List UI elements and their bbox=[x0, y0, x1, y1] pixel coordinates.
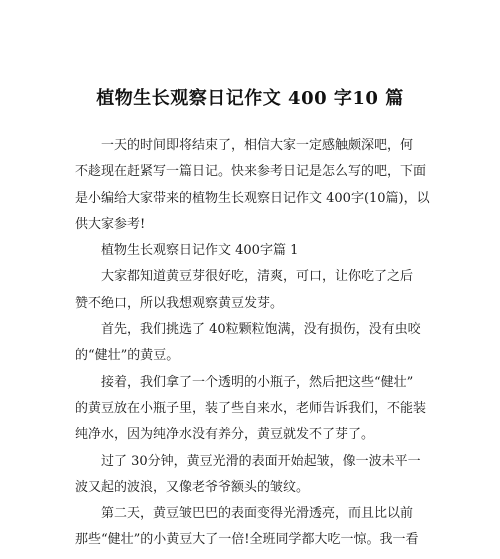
text-line: 是小编给大家带来的植物生长观察日记作文 400字(10篇)，以 bbox=[75, 190, 430, 206]
text-line: 的黄豆放在小瓶子里，装了些自来水，老师告诉我们，不能装 bbox=[75, 400, 427, 416]
text-line: 的“健壮”的黄豆。 bbox=[75, 348, 180, 364]
text-line: 纯净水，因为纯净水没有养分，黄豆就发不了芽了。 bbox=[75, 427, 375, 443]
document-body bbox=[75, 138, 437, 559]
text-line: 首先，我们挑选了 40粒颗粒饱满，没有损伤，没有虫咬 bbox=[75, 322, 421, 338]
text-line: 不趁现在赶紧写一篇日记。快来参考日记是怎么写的吧，下面 bbox=[75, 164, 427, 180]
text-line: 赞不绝口，所以我想观察黄豆发芽。 bbox=[75, 295, 284, 311]
text-line: 第二天，黄豆皱巴巴的表面变得光滑透亮，而且比以前 bbox=[75, 506, 414, 522]
document-title: 植物生长观察日记作文 400 字10 篇 bbox=[96, 88, 404, 109]
text-line: 一天的时间即将结束了，相信大家一定感触颇深吧，何 bbox=[75, 138, 414, 153]
text-line: 波又起的波浪，又像老爷爷额头的皱纹。 bbox=[75, 479, 310, 495]
text-line: 过了 30分钟，黄豆光滑的表面开始起皱，像一波未平一 bbox=[75, 453, 421, 469]
section-heading: 植物生长观察日记作文 400字篇 1 bbox=[75, 243, 299, 259]
text-line: 大家都知道黄豆芽很好吃，清爽，可口，让你吃了之后 bbox=[75, 269, 414, 285]
text-line: 接着，我们拿了一个透明的小瓶子，然后把这些“健壮” bbox=[75, 374, 414, 390]
text-line: 供大家参考! bbox=[75, 216, 146, 232]
text-line: 那些“健壮”的小黄豆大了一倍!全班同学都大吃一惊。我一看 bbox=[75, 532, 419, 548]
